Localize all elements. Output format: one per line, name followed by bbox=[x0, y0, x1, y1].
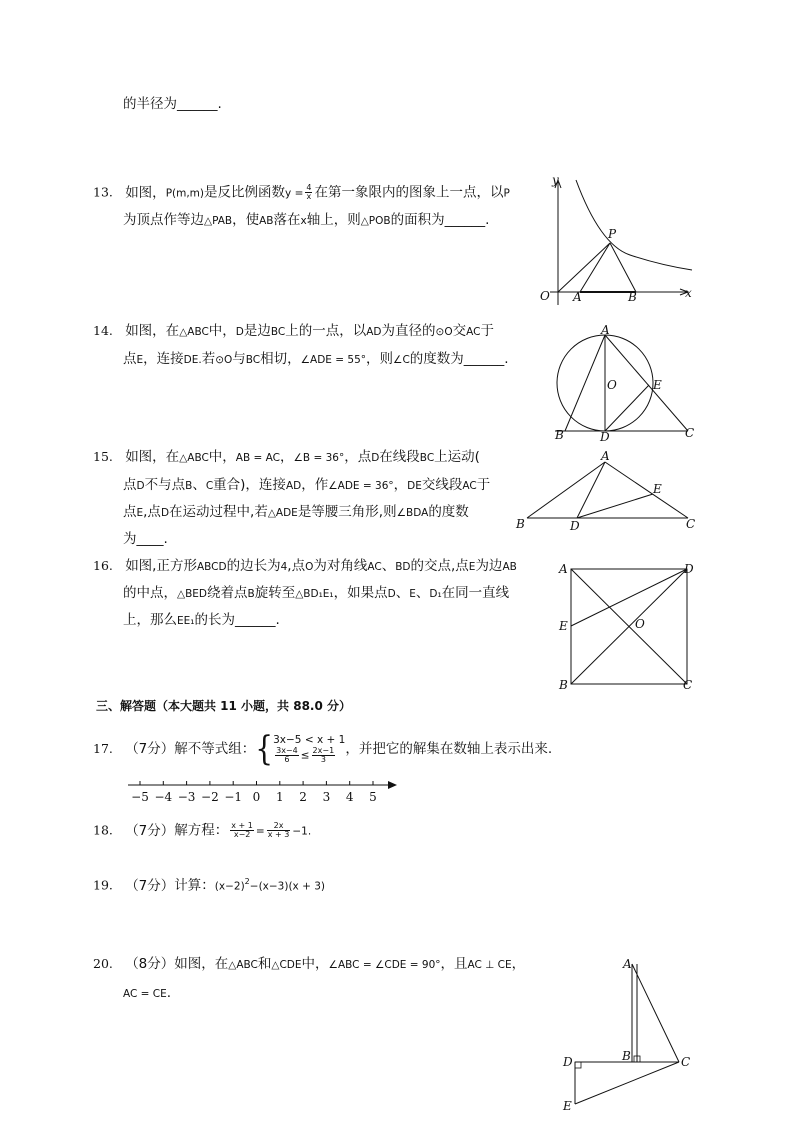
q13-text: 在第一象限内的图象上一点，以 bbox=[314, 184, 504, 201]
q15-line3: 点E,点D在运动过程中,若△ADE是等腰三角形,则∠BDA的度数 bbox=[123, 504, 469, 520]
axis-tick-label: 1 bbox=[275, 790, 284, 804]
q15-line2: 点D不与点B、C重合)，连接AD，作∠ADE = 36°，DE交线段AC于 bbox=[123, 477, 491, 493]
q20-line2: AC = CE. bbox=[123, 985, 172, 1001]
axis-tick-label: −4 bbox=[154, 790, 173, 804]
label-c: C bbox=[683, 678, 693, 692]
axis-tick-label: 5 bbox=[369, 790, 377, 804]
label-o: O bbox=[635, 617, 645, 631]
q15-line4: 为____. bbox=[123, 531, 168, 547]
axis-tick-label: −5 bbox=[131, 790, 149, 804]
q13-figure bbox=[530, 170, 700, 310]
label-a: A bbox=[623, 957, 632, 971]
q17-line: 17. （7分）解不等式组：{ 3x−5 < x + 1 $\frac{3x-4}{6}$ ≤ $\frac{2x-1}{3}$ ，并把它的解集在数轴上表示出来. bbox=[93, 728, 553, 769]
label-c: C bbox=[681, 1055, 691, 1069]
label-d: D bbox=[684, 562, 694, 576]
q19-number: 19. bbox=[93, 877, 113, 893]
label-d: D bbox=[563, 1055, 573, 1069]
label-e: E bbox=[653, 482, 662, 496]
q14-line1: 14. 如图，在△ABC中，D是边BC上的一点，以AD为直径的⊙O交AC于 bbox=[93, 323, 494, 339]
axis-tick-label: 2 bbox=[299, 790, 307, 804]
q20-line1: 20. （8分）如图，在△ABC和△CDE中，∠ABC = ∠CDE = 90°，且AC ⊥ CE， bbox=[93, 956, 526, 972]
q13-text: 如图， bbox=[125, 184, 166, 201]
q14-line2: 点E，连接DE.若⊙O与BC相切，∠ADE = 55°，则∠C的度数为______. bbox=[123, 351, 509, 367]
section-3-title: 三、解答题（本大题共 11 小题，共 88.0 分） bbox=[96, 699, 352, 713]
system-brace: { bbox=[255, 728, 274, 769]
label-b: B bbox=[622, 1049, 631, 1063]
axis-tick-label: 3 bbox=[322, 790, 331, 804]
label-a: A bbox=[601, 323, 610, 337]
hyperbola-curve bbox=[576, 180, 692, 270]
q12-tail: 的半径为______. bbox=[123, 96, 222, 112]
label-b: B bbox=[516, 517, 525, 531]
q13-point-p: P bbox=[503, 187, 510, 200]
label-y: y bbox=[552, 173, 559, 187]
q16-figure bbox=[555, 560, 705, 695]
q14-figure bbox=[545, 320, 705, 445]
label-e: E bbox=[563, 1099, 572, 1113]
q16-line2: 的中点，△BED绕着点B旋转至△BD₁E₁，如果点D、E、D₁在同一直线 bbox=[123, 585, 510, 601]
axis-tick-label: −1 bbox=[224, 790, 243, 804]
q13-line1 bbox=[93, 184, 510, 201]
q20-number: 20. bbox=[93, 956, 113, 971]
q14-number: 14. bbox=[93, 323, 113, 338]
inequality-system: 3x−5 < x + 1 $\frac{3x-4}{6}$ ≤ $\frac{2x-1}{3}$ bbox=[273, 734, 346, 765]
label-p: P bbox=[608, 227, 617, 241]
label-a: A bbox=[601, 449, 610, 463]
q13-fraction: $\frac{4}{x}$ bbox=[306, 183, 312, 201]
q13-func: y = bbox=[285, 187, 304, 200]
label-a: A bbox=[573, 290, 582, 304]
axis-tick-label: −2 bbox=[201, 790, 219, 804]
axis-tick-label: −3 bbox=[177, 790, 196, 804]
q16-line3: 上，那么EE₁的长为______. bbox=[123, 612, 280, 628]
label-e: E bbox=[559, 619, 568, 633]
label-d: D bbox=[570, 519, 580, 533]
q16-number: 16. bbox=[93, 558, 113, 573]
axis-tick-label: 4 bbox=[345, 790, 354, 804]
label-x: x bbox=[685, 286, 692, 300]
label-e: E bbox=[653, 378, 662, 392]
label-d: D bbox=[600, 430, 610, 444]
q18-number: 18. bbox=[93, 822, 113, 838]
q13-number: 13. bbox=[93, 184, 113, 200]
q13-line2: 为顶点作等边△PAB，使AB落在x轴上，则△POB的面积为______. bbox=[123, 212, 490, 228]
label-c: C bbox=[685, 426, 695, 440]
q19-line: 19. （7分）计算：$(x-2)^2-(x-3)(x + 3)$ bbox=[93, 877, 326, 894]
label-o: O bbox=[540, 289, 550, 303]
q13-text: 是反比例函数 bbox=[204, 184, 286, 201]
axis-tick-label: 0 bbox=[252, 790, 261, 804]
label-b: B bbox=[559, 678, 568, 692]
q18-line: 18. （7分）解方程： $\frac{x + 1}{x-2}$ = $\frac{2x}{x + 3}$ −1. bbox=[93, 821, 312, 839]
q13-point: P(m,m) bbox=[165, 187, 205, 200]
q16-line1: 16. 如图,正方形ABCD的边长为4,点O为对角线AC、BD的交点,点E为边AB bbox=[93, 558, 517, 574]
q17-number: 17. bbox=[93, 741, 113, 757]
label-b: B bbox=[555, 428, 564, 442]
q15-number: 15. bbox=[93, 449, 113, 464]
q15-figure bbox=[512, 448, 702, 536]
q15-line1: 15. 如图，在△ABC中，AB = AC，∠B = 36°，点D在线段BC上运动( bbox=[93, 449, 480, 465]
q17-number-line bbox=[120, 775, 405, 805]
label-a: A bbox=[559, 562, 568, 576]
label-b: B bbox=[628, 290, 637, 304]
label-c: C bbox=[686, 517, 696, 531]
q20-figure bbox=[555, 952, 705, 1117]
label-o: O bbox=[607, 378, 617, 392]
